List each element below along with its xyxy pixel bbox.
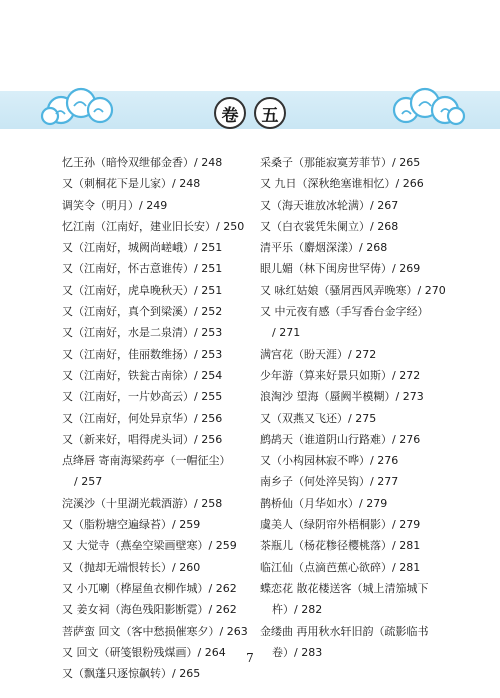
toc-entry: 清平乐（麝烟深漾）/ 268 [260, 241, 388, 255]
toc-entry: 又（江南好，城阙尚嵯峨）/ 251 [62, 241, 223, 255]
toc-entry: 少年游（算来好景只如斯）/ 272 [260, 368, 421, 382]
toc-entry: 点绛唇 寄南海梁药亭（一帽征尘） [62, 454, 231, 468]
chapter-title [196, 97, 304, 129]
toc-entry: 又 回文（研笺银粉残煤画）/ 264 [62, 645, 226, 659]
toc-entry: 调笑令（明月）/ 249 [62, 198, 168, 212]
toc-entry-continuation: 杵）/ 282 [272, 603, 323, 617]
toc-entry: 又 小兀喇（桦屋鱼衣柳作城）/ 262 [62, 581, 237, 595]
toc-entry: 又（双燕又飞还）/ 275 [260, 411, 377, 425]
toc-entry: 又（飘蓬只逐惊飙转）/ 265 [62, 667, 201, 681]
toc-entry: 蝶恋花 散花楼送客（城上清笳城下 [260, 581, 429, 595]
toc-entry: 眼儿媚（林下闺房世罕俦）/ 269 [260, 262, 421, 276]
toc-entry: 忆江南（江南好，建业旧长安）/ 250 [62, 219, 245, 233]
toc-entry: 满宫花（盼天涯）/ 272 [260, 347, 377, 361]
toc-entry: 又（江南好，真个到梁溪）/ 252 [62, 305, 223, 319]
toc-entry: 茶瓶儿（杨花糁径樱桃落）/ 281 [260, 539, 421, 553]
toc-entry-continuation: / 271 [272, 326, 301, 340]
page-number: 7 [246, 651, 254, 665]
toc-entry: 浪淘沙 望海（蜃阙半模糊）/ 273 [260, 390, 424, 404]
chapter-title-char-1: 卷 [214, 97, 246, 129]
toc-entry: 采桑子（那能寂寞芳菲节）/ 265 [260, 156, 421, 169]
toc-entry: 又（江南好，何处异京华）/ 256 [62, 411, 223, 425]
toc-entry: 又 咏红姑娘（骚屑西风弄晚寒）/ 270 [260, 283, 446, 297]
toc-entry: 又（江南好，水是二泉清）/ 253 [62, 326, 223, 340]
toc-entry: 又 大觉寺（燕垒空梁画壁寒）/ 259 [62, 539, 237, 553]
toc-entry: 又（抛却无端恨转长）/ 260 [62, 560, 201, 574]
toc-entry: 鹊桥仙（月华如水）/ 279 [260, 496, 388, 510]
toc-entry: 又（新来好，唱得虎头词）/ 256 [62, 432, 223, 446]
toc-entry: 又（江南好，虎阜晚秋天）/ 251 [62, 283, 223, 297]
toc-entry: 又（江南好，一片妙高云）/ 255 [62, 390, 223, 404]
toc-entry-continuation: / 257 [74, 475, 103, 489]
toc-entry: 又 九日（深秋绝塞谁相忆）/ 266 [260, 177, 424, 191]
toc-entry: 又（小构园林寂不哗）/ 276 [260, 454, 399, 468]
toc-entry: 又（江南好，怀古意谁传）/ 251 [62, 262, 223, 276]
toc-entry: 浣溪沙（十里湖光载酒游）/ 258 [62, 496, 223, 510]
toc-entry: 南乡子（何处淬吴钩）/ 277 [260, 475, 399, 489]
toc-entry: 又（海天谁放冰轮满）/ 267 [260, 198, 399, 212]
chapter-title-char-2: 五 [254, 97, 286, 129]
toc-entry: 忆王孙（暗怜双绁郁金香）/ 248 [62, 156, 223, 169]
toc-column-right [260, 152, 460, 663]
toc-entry: 菩萨蛮 回文（客中愁损催寒夕）/ 263 [62, 624, 248, 638]
toc-entry: 虞美人（绿阴帘外梧桐影）/ 279 [260, 518, 421, 532]
toc-entry: 临江仙（点滴芭蕉心欲碎）/ 281 [260, 560, 421, 574]
cloud-ornament-left [36, 84, 126, 130]
toc-entry: 又 姜女祠（海色残阳影断霓）/ 262 [62, 603, 237, 617]
toc-entry: 鹧鸪天（谁道阴山行路难）/ 276 [260, 432, 421, 446]
toc-entry: 金缕曲 再用秋水轩旧韵（疏影临书 [260, 624, 429, 638]
cloud-ornament-right [380, 84, 470, 130]
toc-entry: 又（脂粉塘空遍绿苔）/ 259 [62, 518, 201, 532]
toc-entry: 又（江南好，佳丽数维扬）/ 253 [62, 347, 223, 361]
toc-entry-continuation: 卷）/ 283 [272, 645, 323, 659]
toc-entry: 又（白衣裳凭朱阑立）/ 268 [260, 219, 399, 233]
toc-entry: 又（刺桐花下是儿家）/ 248 [62, 177, 201, 191]
toc-column-left [62, 152, 266, 684]
toc-entry: 又 中元夜有感（手写香台金字经） [260, 305, 429, 319]
toc-entry: 又（江南好，铁瓮古南徐）/ 254 [62, 368, 223, 382]
